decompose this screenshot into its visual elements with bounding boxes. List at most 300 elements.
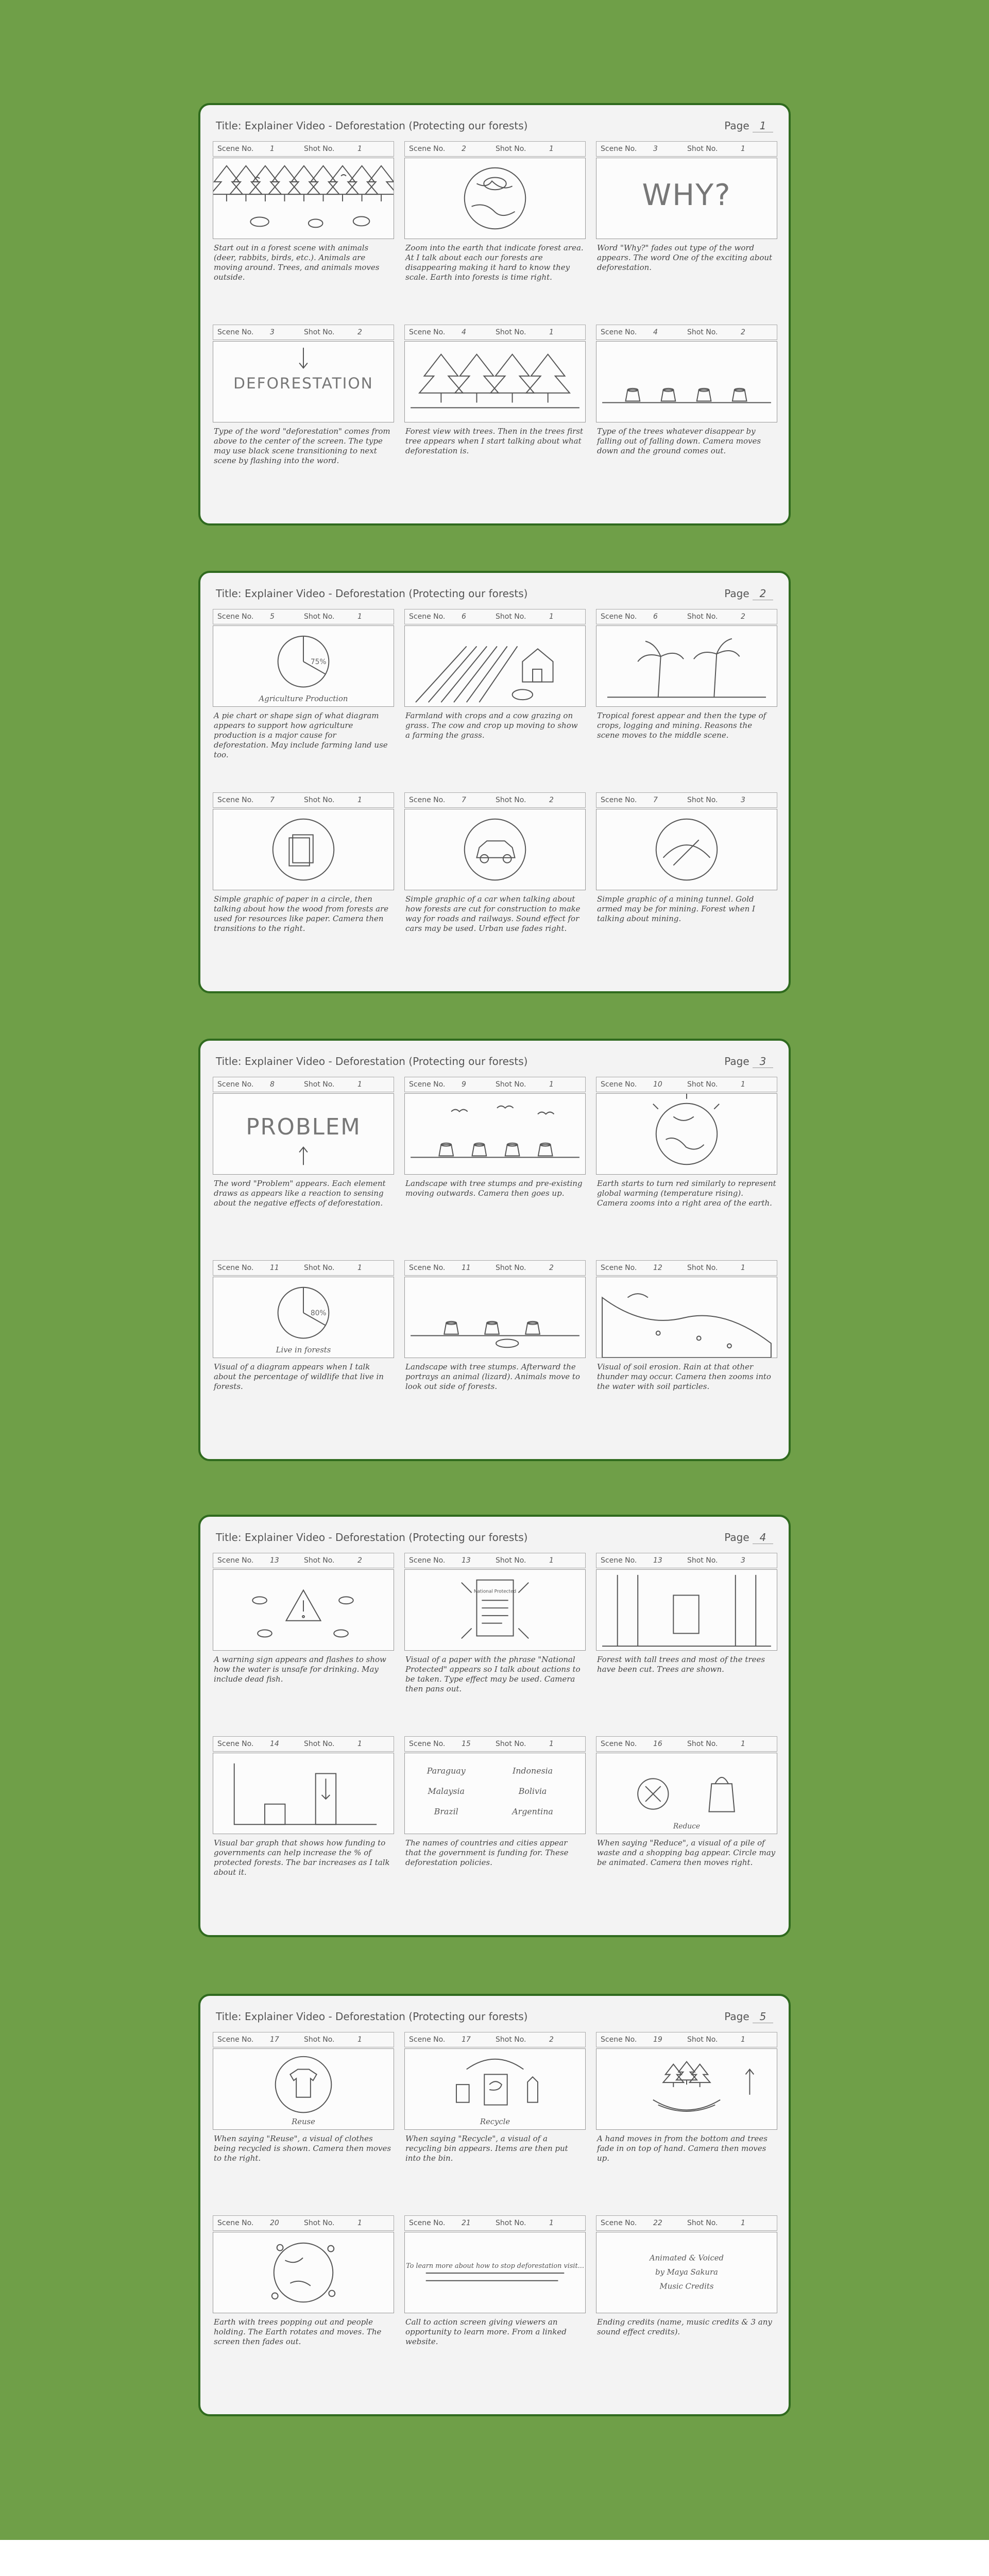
scene-number: 11	[270, 1264, 279, 1272]
sketch-frame	[404, 809, 586, 890]
why-text-icon	[596, 158, 777, 239]
scene-direction: Type of the word "deforestation" comes from above to the center of the screen. The type may use black scene transitioning to next scene by flashing into the word.	[214, 427, 390, 465]
scene-shot-header	[596, 1553, 777, 1568]
sketch-frame	[596, 2232, 777, 2313]
storyboard-cell	[404, 2032, 586, 2213]
scene-direction: Call to action screen giving viewers an opportunity to learn more. From a linked website.	[405, 2317, 567, 2346]
scene-shot-header	[404, 1260, 586, 1276]
scene-label: Scene No.	[409, 2219, 446, 2227]
shot-label: Shot No.	[496, 328, 526, 336]
scene-shot-header	[596, 1077, 777, 1092]
storyboard-grid	[213, 609, 776, 982]
tree-row-icon	[405, 342, 585, 422]
storyboard-page	[198, 1515, 791, 1937]
shot-number: 1	[549, 1080, 554, 1089]
paper-icon	[213, 809, 394, 890]
storyboard-cell	[404, 2215, 586, 2397]
recycle-icon	[405, 2049, 585, 2129]
storyboard-grid	[213, 2032, 776, 2405]
sketch-frame	[213, 158, 394, 239]
scene-direction: A hand moves in from the bottom and trees fade in on top of hand. Camera then moves up.	[597, 2134, 768, 2163]
scene-shot-header	[404, 1736, 586, 1752]
credit-line: Music Credits	[659, 2282, 714, 2291]
storyboard-header	[216, 1531, 773, 1547]
storyboard-cell	[213, 1077, 394, 1258]
scene-number: 17	[270, 2036, 279, 2044]
sketch-frame	[596, 809, 777, 890]
credit-line: Animated & Voiced	[649, 2253, 724, 2263]
scene-number: 7	[653, 796, 658, 804]
shot-label: Shot No.	[304, 613, 335, 621]
scene-label: Scene No.	[217, 796, 254, 804]
scene-direction: Visual bar graph that shows how funding to governments can help increase the % of protected forests. The bar increases as I talk about it.	[214, 1838, 390, 1877]
storyboard-cell	[213, 1736, 394, 1918]
scene-direction: Simple graphic of a car when talking about how forests are cut for construction to make way for roads and railways. Sound effect for cars may be used. Urban use fades right.	[405, 894, 581, 933]
shot-label: Shot No.	[687, 2219, 718, 2227]
sketch-frame	[596, 1753, 777, 1834]
storyboard-cell	[213, 792, 394, 974]
shot-label: Shot No.	[496, 1264, 526, 1272]
scene-label: Scene No.	[601, 2036, 637, 2044]
scene-direction: Ending credits (name, music credits & 3 any sound effect credits).	[597, 2317, 772, 2336]
scene-direction: Farmland with crops and a cow grazing on grass. The cow and crop up moving to show a farming the grass.	[405, 711, 578, 740]
stumps-icon	[596, 342, 777, 422]
shot-label: Shot No.	[687, 1264, 718, 1272]
shot-label: Shot No.	[687, 145, 718, 153]
shot-number: 1	[549, 613, 554, 621]
earth-people-icon	[213, 2232, 394, 2313]
svg-text:75%: 75%	[310, 658, 327, 667]
country-name: Argentina	[512, 1806, 553, 1817]
scene-shot-header	[404, 1553, 586, 1568]
scene-label: Scene No.	[409, 328, 446, 336]
shot-number: 1	[357, 1740, 362, 1748]
scene-label: Scene No.	[409, 1264, 446, 1272]
scene-direction: A warning sign appears and flashes to show how the water is unsafe for drinking. May include dead fish.	[214, 1655, 386, 1684]
earth-icon	[405, 158, 585, 239]
sketch-frame	[404, 341, 586, 422]
storyboard-cell	[213, 1260, 394, 1442]
pie-80-icon	[213, 1277, 394, 1358]
sketch-frame	[404, 1277, 586, 1358]
scene-shot-header	[404, 1077, 586, 1092]
shot-number: 1	[741, 2219, 745, 2227]
scene-label: Scene No.	[409, 796, 446, 804]
shot-number: 1	[549, 1740, 554, 1748]
scene-number: 22	[653, 2219, 662, 2227]
scene-shot-header	[596, 2032, 777, 2047]
storyboard-cell	[213, 141, 394, 323]
scene-shot-header	[404, 325, 586, 340]
svg-text:National Protected: National Protected	[473, 1589, 517, 1595]
scene-number: 4	[462, 328, 466, 336]
svg-text:80%: 80%	[310, 1309, 327, 1318]
scene-shot-header	[404, 2215, 586, 2231]
scene-number: 1	[270, 145, 275, 153]
shot-number: 2	[357, 1556, 362, 1565]
shot-label: Shot No.	[687, 1080, 718, 1089]
scene-number: 7	[462, 796, 466, 804]
shot-label: Shot No.	[304, 2219, 335, 2227]
storyboard-header	[216, 2010, 773, 2026]
shot-label: Shot No.	[304, 145, 335, 153]
storyboard-cell	[596, 1077, 777, 1258]
shot-label: Shot No.	[304, 1264, 335, 1272]
call-to-action-icon	[405, 2232, 585, 2313]
shot-label: Shot No.	[496, 145, 526, 153]
scene-label: Scene No.	[217, 1080, 254, 1089]
scene-number: 21	[462, 2219, 471, 2227]
country-name: Malaysia	[428, 1786, 465, 1796]
storyboard-cell	[213, 325, 394, 506]
shot-label: Shot No.	[304, 1080, 335, 1089]
storyboard-title: Title: Explainer Video - Deforestation (Protecting our forests)	[216, 1055, 528, 1067]
sketch-frame	[596, 1569, 777, 1651]
scene-number: 7	[270, 796, 275, 804]
sketch-frame	[596, 1093, 777, 1175]
scene-label: Scene No.	[601, 796, 637, 804]
scene-number: 13	[462, 1556, 471, 1565]
storyboard-title: Title: Explainer Video - Deforestation (Protecting our forests)	[216, 587, 528, 600]
sketch-frame	[213, 1753, 394, 1834]
scene-label: Scene No.	[217, 145, 254, 153]
storyboard-cell	[596, 1736, 777, 1918]
scene-direction: Visual of a paper with the phrase "National Protected" appears so I talk about actions to be taken. Type effect may be used. Camera then pans out.	[405, 1655, 581, 1693]
sketch-frame	[213, 1093, 394, 1175]
scene-number: 12	[653, 1264, 662, 1272]
cta-text: To learn more about how to stop deforestation visit...	[406, 2262, 584, 2270]
svg-text:Reduce: Reduce	[673, 1822, 701, 1831]
sketch-frame	[404, 1093, 586, 1175]
credits-icon	[596, 2232, 777, 2313]
sketch-frame	[596, 341, 777, 422]
deforestation-text-icon	[213, 342, 394, 422]
shot-number: 3	[741, 796, 745, 804]
scene-direction: Visual of soil erosion. Rain at that other thunder may occur. Camera then zooms into the water with soil particles.	[597, 1362, 771, 1391]
scene-shot-header	[404, 792, 586, 808]
scene-label: Scene No.	[217, 328, 254, 336]
storyboard-cell	[213, 2032, 394, 2213]
scene-label: Scene No.	[409, 613, 446, 621]
shot-number: 1	[741, 2036, 745, 2044]
shot-number: 1	[549, 1556, 554, 1565]
scene-label: Scene No.	[601, 145, 637, 153]
sketch-text: PROBLEM	[246, 1114, 361, 1140]
scene-direction: Landscape with tree stumps and pre-existing moving outwards. Camera then goes up.	[405, 1179, 583, 1198]
storyboard-cell	[404, 1260, 586, 1442]
scene-shot-header	[213, 2032, 394, 2047]
storyboard-cell	[404, 1553, 586, 1734]
country-name: Indonesia	[513, 1766, 553, 1776]
scene-number: 3	[653, 145, 658, 153]
storyboard-page	[198, 1994, 791, 2416]
sketch-frame	[404, 1753, 586, 1834]
scene-number: 5	[270, 613, 275, 621]
scene-direction: Tropical forest appear and then the type of crops, logging and mining. Reasons the scene moves to the middle scene.	[597, 711, 766, 740]
page-number: Page 1	[724, 120, 773, 132]
stumps-animal-icon	[405, 1277, 585, 1358]
sketch-frame	[404, 158, 586, 239]
storyboard-page	[198, 1039, 791, 1461]
hot-earth-icon	[596, 1094, 777, 1174]
sketch-frame	[213, 1569, 394, 1651]
pie-caption: Live in forests	[276, 1346, 331, 1355]
shot-label: Shot No.	[304, 1740, 335, 1748]
page-number: Page 5	[724, 2010, 773, 2023]
shot-number: 1	[741, 145, 745, 153]
scene-shot-header	[213, 2215, 394, 2231]
country-name: Brazil	[434, 1806, 458, 1817]
bar-chart-icon	[213, 1753, 394, 1834]
scene-shot-header	[213, 141, 394, 157]
scene-label: Scene No.	[217, 1556, 254, 1565]
shot-number: 1	[357, 2036, 362, 2044]
scene-shot-header	[213, 609, 394, 624]
shot-number: 1	[357, 796, 362, 804]
scene-direction: When saying "Reduce", a visual of a pile of waste and a shopping bag appear. Circle may be animated. Camera then moves right.	[597, 1838, 776, 1867]
scene-number: 2	[462, 145, 466, 153]
sketch-text: DEFORESTATION	[233, 374, 373, 392]
sketch-frame	[596, 625, 777, 707]
scene-shot-header	[213, 1077, 394, 1092]
scene-direction: Type of the trees whatever disappear by falling out of falling down. Camera moves down and the ground comes out.	[597, 427, 761, 455]
scene-label: Scene No.	[217, 2219, 254, 2227]
scene-number: 19	[653, 2036, 662, 2044]
scene-label: Scene No.	[601, 328, 637, 336]
scene-shot-header	[404, 2032, 586, 2047]
scene-label: Scene No.	[409, 1080, 446, 1089]
shot-label: Shot No.	[304, 796, 335, 804]
hands-trees-icon	[596, 2049, 777, 2129]
page-number: Page 4	[724, 1531, 773, 1544]
scene-direction: Zoom into the earth that indicate forest area. At I talk about each our forests are disappearing making it hard to know they scale. Earth into forests is time right.	[405, 243, 584, 282]
sketch-frame	[404, 2232, 586, 2313]
storyboard-cell	[596, 2215, 777, 2397]
scene-shot-header	[404, 141, 586, 157]
shot-number: 1	[357, 613, 362, 621]
storyboard-cell	[596, 792, 777, 974]
shot-number: 1	[357, 1080, 362, 1089]
storyboard-grid	[213, 1077, 776, 1450]
sketch-frame	[213, 625, 394, 707]
shot-number: 1	[741, 1264, 745, 1272]
shot-number: 1	[741, 1740, 745, 1748]
scene-number: 11	[462, 1264, 471, 1272]
scene-number: 4	[653, 328, 658, 336]
farm-icon	[405, 626, 585, 706]
scene-label: Scene No.	[217, 613, 254, 621]
shot-label: Shot No.	[304, 1556, 335, 1565]
storyboard-cell	[596, 1260, 777, 1442]
scene-shot-header	[596, 609, 777, 624]
sketch-frame	[596, 158, 777, 239]
shot-label: Shot No.	[687, 796, 718, 804]
scene-label: Scene No.	[409, 145, 446, 153]
sketch-frame	[213, 2048, 394, 2130]
mining-icon	[596, 809, 777, 890]
storyboard-title: Title: Explainer Video - Deforestation (Protecting our forests)	[216, 1531, 528, 1544]
shot-label: Shot No.	[496, 2036, 526, 2044]
sketch-frame	[213, 1277, 394, 1358]
scene-direction: Visual of a diagram appears when I talk about the percentage of wildlife that live in forests.	[214, 1362, 384, 1391]
scene-number: 3	[270, 328, 275, 336]
sketch-frame	[404, 625, 586, 707]
scene-number: 8	[270, 1080, 275, 1089]
soil-icon	[596, 1277, 777, 1358]
storyboard-cell	[213, 1553, 394, 1734]
sketch-frame	[213, 2232, 394, 2313]
scene-label: Scene No.	[601, 2219, 637, 2227]
scene-number: 9	[462, 1080, 466, 1089]
shot-label: Shot No.	[496, 1740, 526, 1748]
storyboard-cell	[596, 2032, 777, 2213]
scene-shot-header	[596, 141, 777, 157]
scene-shot-header	[213, 325, 394, 340]
scene-number: 13	[653, 1556, 662, 1565]
shot-label: Shot No.	[496, 613, 526, 621]
country-list-icon	[405, 1753, 585, 1834]
sketch-frame	[404, 1569, 586, 1651]
shot-label: Shot No.	[304, 328, 335, 336]
document-icon	[405, 1570, 585, 1650]
scene-direction: Word "Why?" fades out type of the word appears. The word One of the exciting about deforestation.	[597, 243, 773, 272]
storyboard-cell	[596, 325, 777, 506]
sketch-frame	[404, 2048, 586, 2130]
page-number: Page 2	[724, 587, 773, 600]
forest-animals-icon	[213, 158, 394, 239]
svg-text:Recycle: Recycle	[480, 2117, 510, 2127]
scene-label: Scene No.	[409, 2036, 446, 2044]
problem-text-icon	[213, 1094, 394, 1174]
scene-number: 10	[653, 1080, 662, 1089]
shot-number: 2	[549, 796, 554, 804]
palm-trees-icon	[596, 626, 777, 706]
car-icon	[405, 809, 585, 890]
scene-direction: Landscape with tree stumps. Afterward the portrays an animal (lizard). Animals move to look out side of forests.	[405, 1362, 580, 1391]
storyboard-cell	[596, 1553, 777, 1734]
sketch-frame	[213, 341, 394, 422]
reuse-icon	[213, 2049, 394, 2129]
shot-number: 3	[741, 1556, 745, 1565]
shot-label: Shot No.	[687, 613, 718, 621]
scene-label: Scene No.	[601, 1080, 637, 1089]
sketch-text: WHY?	[642, 177, 731, 212]
scene-shot-header	[596, 1260, 777, 1276]
shot-number: 1	[357, 145, 362, 153]
shot-label: Shot No.	[687, 2036, 718, 2044]
reduce-icon	[596, 1753, 777, 1834]
scene-number: 14	[270, 1740, 279, 1748]
scene-shot-header	[596, 2215, 777, 2231]
storyboard-header	[216, 120, 773, 135]
scene-direction: Start out in a forest scene with animals (deer, rabbits, birds, etc.). Animals are moving around. Trees, and animals moves outside.	[214, 243, 380, 282]
scene-number: 6	[462, 613, 466, 621]
storyboard-header	[216, 587, 773, 603]
scene-number: 15	[462, 1740, 471, 1748]
birds-stumps-icon	[405, 1094, 585, 1174]
shot-number: 2	[357, 328, 362, 336]
shot-label: Shot No.	[496, 796, 526, 804]
scene-label: Scene No.	[217, 2036, 254, 2044]
scene-direction: A pie chart or shape sign of what diagram appears to support how agriculture production is a major cause for deforestation. May include farming land use too.	[214, 711, 388, 759]
scene-label: Scene No.	[601, 1264, 637, 1272]
shot-number: 2	[741, 613, 745, 621]
shot-label: Shot No.	[496, 1556, 526, 1565]
shot-number: 2	[741, 328, 745, 336]
scene-shot-header	[596, 325, 777, 340]
scene-direction: Simple graphic of paper in a circle, then talking about how the wood from forests are used for resources like paper. Camera then transitions to the right.	[214, 894, 389, 933]
sketch-frame	[596, 2048, 777, 2130]
scene-number: 17	[462, 2036, 471, 2044]
scene-direction: When saying "Recycle", a visual of a recycling bin appears. Items are then put into the bin.	[405, 2134, 568, 2163]
scene-shot-header	[596, 1736, 777, 1752]
scene-direction: Forest with tall trees and most of the trees have been cut. Trees are shown.	[597, 1655, 765, 1674]
credit-line: by Maya Sakura	[655, 2267, 718, 2277]
scene-label: Scene No.	[601, 1740, 637, 1748]
shot-number: 1	[549, 328, 554, 336]
shot-label: Shot No.	[687, 328, 718, 336]
storyboard-cell	[213, 609, 394, 790]
scene-shot-header	[213, 1553, 394, 1568]
shot-number: 1	[549, 145, 554, 153]
scene-direction: Earth with trees popping out and people holding. The Earth rotates and moves. The screen then fades out.	[214, 2317, 382, 2346]
storyboard-cell	[404, 609, 586, 790]
pie-chart-icon	[213, 626, 394, 706]
sketch-frame	[213, 809, 394, 890]
storyboard-header	[216, 1055, 773, 1071]
shot-label: Shot No.	[496, 1080, 526, 1089]
scene-direction: When saying "Reuse", a visual of clothes being recycled is shown. Camera then moves to the right.	[214, 2134, 391, 2163]
scene-number: 6	[653, 613, 658, 621]
scene-direction: The word "Problem" appears. Each element draws as appears like a reaction to sensing about the negative effects of deforestation.	[214, 1179, 386, 1208]
page-number: Page 3	[724, 1055, 773, 1068]
storyboard-grid	[213, 141, 776, 514]
shot-number: 1	[357, 1264, 362, 1272]
shot-label: Shot No.	[687, 1556, 718, 1565]
storyboard-title: Title: Explainer Video - Deforestation (Protecting our forests)	[216, 120, 528, 132]
shot-label: Shot No.	[496, 2219, 526, 2227]
scene-shot-header	[213, 792, 394, 808]
scene-direction: Forest view with trees. Then in the trees first tree appears when I start talking about what deforestation is.	[405, 427, 584, 455]
storyboard-cell	[596, 141, 777, 323]
door-forest-icon	[596, 1570, 777, 1650]
storyboard-cell	[213, 2215, 394, 2397]
pie-caption: Agriculture Production	[259, 694, 348, 704]
scene-shot-header	[213, 1260, 394, 1276]
storyboard-cell	[404, 1736, 586, 1918]
scene-number: 13	[270, 1556, 279, 1565]
scene-direction: Earth starts to turn red similarly to represent global warming (temperature rising). Camera zooms into a right area of the earth.	[597, 1179, 776, 1208]
sketch-frame	[596, 1277, 777, 1358]
storyboard-cell	[596, 609, 777, 790]
shot-number: 1	[357, 2219, 362, 2227]
storyboard-page	[198, 103, 791, 526]
shot-number: 2	[549, 1264, 554, 1272]
scene-number: 20	[270, 2219, 279, 2227]
scene-number: 16	[653, 1740, 662, 1748]
storyboard-title: Title: Explainer Video - Deforestation (Protecting our forests)	[216, 2010, 528, 2023]
warning-fish-icon	[213, 1570, 394, 1650]
scene-shot-header	[213, 1736, 394, 1752]
country-name: Bolivia	[518, 1786, 547, 1796]
scene-label: Scene No.	[217, 1264, 254, 1272]
scene-label: Scene No.	[409, 1556, 446, 1565]
storyboard-cell	[404, 792, 586, 974]
shot-number: 1	[549, 2219, 554, 2227]
shot-number: 1	[741, 1080, 745, 1089]
scene-shot-header	[404, 609, 586, 624]
country-name: Paraguay	[427, 1766, 466, 1776]
